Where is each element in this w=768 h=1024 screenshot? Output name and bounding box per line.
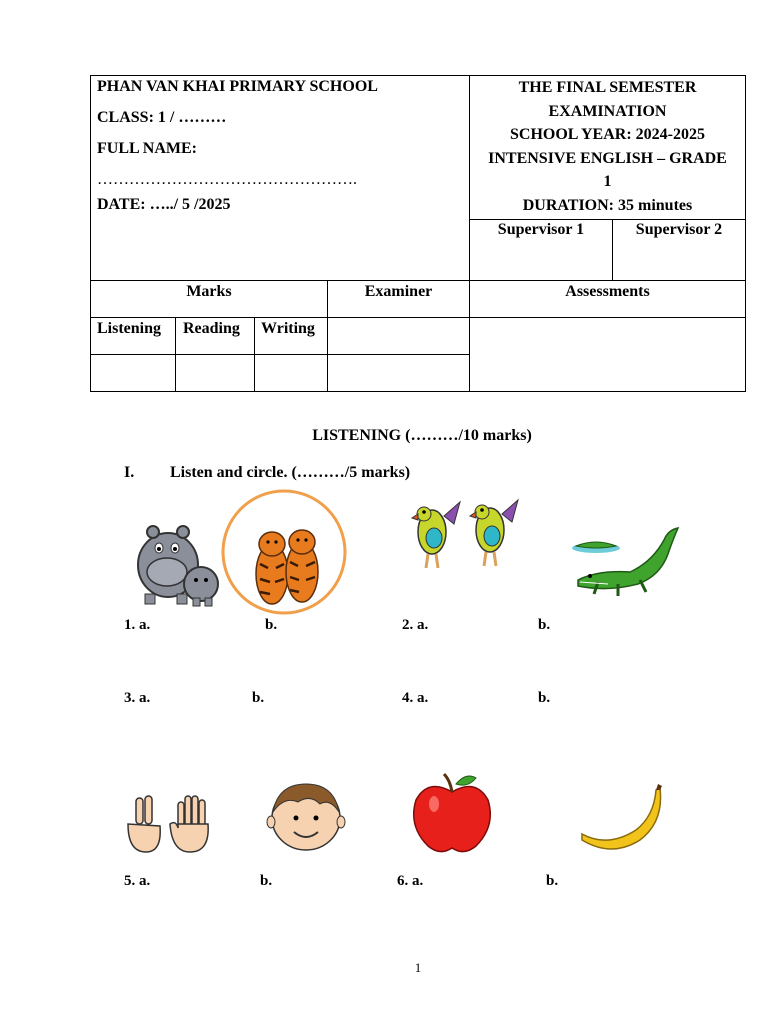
full-name-blank: …………………………………………. xyxy=(97,171,357,188)
hippo-icon xyxy=(133,520,223,610)
marks-header: Marks xyxy=(186,283,232,300)
supervisor-1: Supervisor 1 xyxy=(497,221,585,238)
date-line: DATE: …../ 5 /2025 xyxy=(97,196,231,213)
reading-header: Reading xyxy=(183,320,240,337)
banana-icon xyxy=(578,782,666,854)
q1-label: 1. a. xyxy=(124,617,151,633)
exam-title: THE FINAL SEMESTER EXAMINATION SCHOOL YEAR: 2024-2025 INTENSIVE ENGLISH – GRADE 1 DURATION: 35 minutes xyxy=(488,79,727,214)
q3-b-label: b. xyxy=(252,690,265,706)
assessments-header: Assessments xyxy=(565,283,650,300)
part-number: I. xyxy=(124,464,135,481)
full-name-label: FULL NAME: xyxy=(97,140,197,157)
crocodile-icon xyxy=(568,522,684,602)
q6-label: 6. a. xyxy=(397,873,424,889)
page-number: 1 xyxy=(414,960,422,975)
q5-label: 5. a. xyxy=(124,873,151,889)
writing-header: Writing xyxy=(261,320,315,337)
q6-b-label: b. xyxy=(546,873,559,889)
apple-icon xyxy=(408,770,496,856)
listening-header: Listening xyxy=(97,320,162,337)
listening-section-title: LISTENING (………/10 marks) xyxy=(312,427,532,444)
fingers-icon xyxy=(122,792,218,856)
q4-b-label: b. xyxy=(538,690,551,706)
parrots-icon xyxy=(408,494,523,576)
q2-b-label: b. xyxy=(538,617,551,633)
q3-label: 3. a. xyxy=(124,690,151,706)
school-name: PHAN VAN KHAI PRIMARY SCHOOL xyxy=(97,78,378,95)
tigers-icon xyxy=(220,484,350,620)
q1-b-label: b. xyxy=(265,617,278,633)
face-icon xyxy=(264,774,348,854)
examiner-header: Examiner xyxy=(364,283,433,300)
supervisor-2: Supervisor 2 xyxy=(635,221,723,238)
q2-label: 2. a. xyxy=(402,617,429,633)
part-instruction: Listen and circle. (………/5 marks) xyxy=(170,464,411,481)
class-line: CLASS: 1 / ……… xyxy=(97,109,227,126)
q5-b-label: b. xyxy=(260,873,273,889)
q4-label: 4. a. xyxy=(402,690,429,706)
